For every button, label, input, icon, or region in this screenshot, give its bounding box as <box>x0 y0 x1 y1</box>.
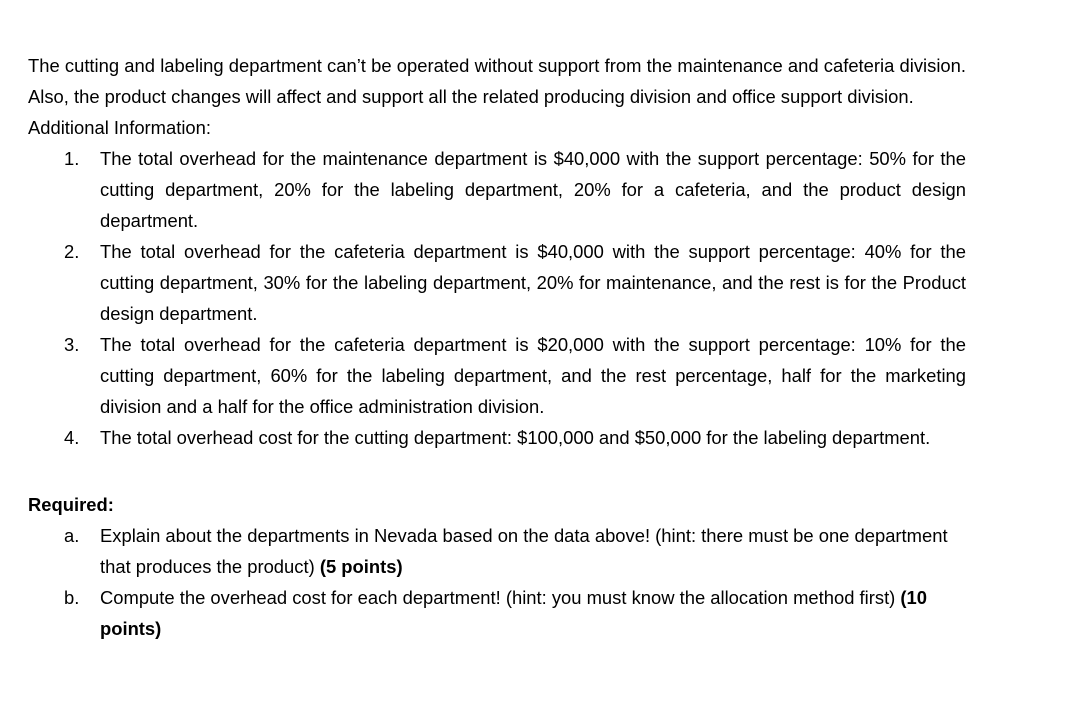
list-item-text: The total overhead for the maintenance department is $40,000 with the support percentage: 50% for the cutting department, 20% for the labeling department, 20% for a cafeteria, and the product design department. <box>100 148 966 231</box>
list-marker: a. <box>64 525 80 546</box>
list-item <box>28 582 966 644</box>
points-label: (10 points) <box>100 587 928 639</box>
additional-info-heading: Additional Information: <box>28 117 211 138</box>
additional-info-list <box>28 143 966 453</box>
list-item <box>28 520 966 582</box>
list-item <box>28 236 966 329</box>
points-label: (5 points) <box>319 556 403 577</box>
list-item-text: The total overhead for the cafeteria department is $40,000 with the support percentage: 40% for the cutting department, 30% for the labeling department, 20% for maintenance, and the rest is for the Product design department. <box>100 241 966 324</box>
section-spacer <box>28 453 966 489</box>
intro-paragraph: The cutting and labeling department can’t be operated without support from the maintenance and cafeteria division. Also, the product changes will affect and support all the related producing division and office support division. <box>28 55 966 107</box>
required-list <box>28 520 966 644</box>
list-item <box>28 422 966 453</box>
list-marker: b. <box>64 587 80 608</box>
required-heading: Required: <box>28 494 114 515</box>
list-item-text: The total overhead cost for the cutting department: $100,000 and $50,000 for the labeling department. <box>100 427 931 448</box>
list-item <box>28 143 966 236</box>
document-body <box>28 50 966 644</box>
list-marker: 4. <box>64 427 80 448</box>
list-item <box>28 329 966 422</box>
list-item-text: The total overhead for the cafeteria department is $20,000 with the support percentage: 10% for the cutting department, 60% for the labeling department, and the rest percentage, half for the marketing division and a half for the office administration division. <box>100 334 966 417</box>
list-marker: 1. <box>64 148 80 169</box>
list-marker: 2. <box>64 241 80 262</box>
list-item-text: Explain about the departments in Nevada based on the data above! (hint: there must be one department that produces the product) <box>100 525 948 577</box>
list-marker: 3. <box>64 334 80 355</box>
list-item-text: Compute the overhead cost for each department! (hint: you must know the allocation method first) <box>100 587 896 608</box>
